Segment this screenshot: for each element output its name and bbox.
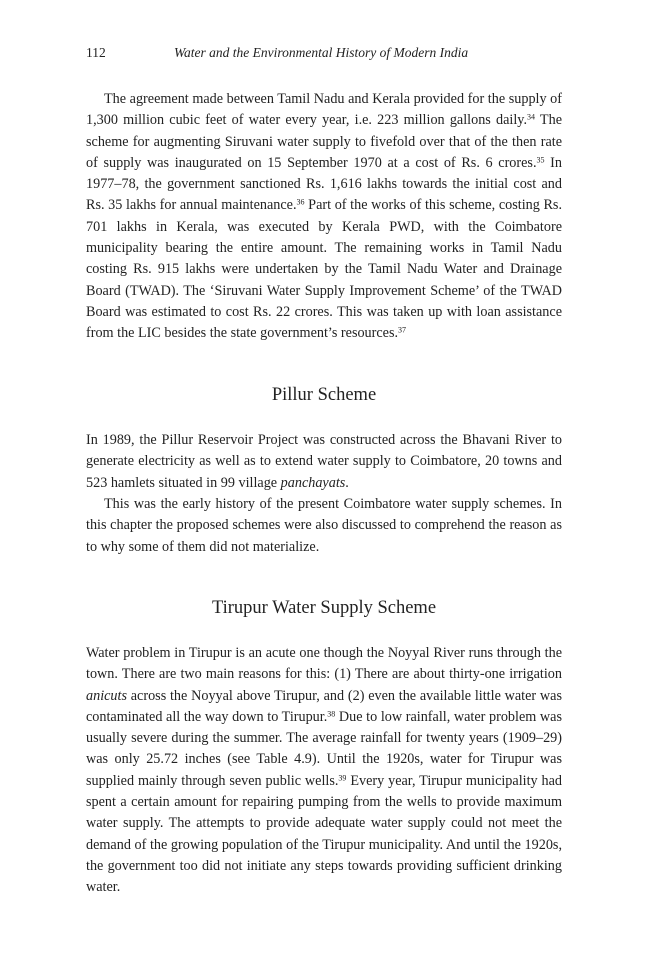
section-heading-pillur: Pillur Scheme [271,385,377,405]
footnote-ref: 39 [338,773,347,783]
text-run: In 1989, the Pillur Reservoir Project was constructed across the Bhavani River to generate electricity as well as to extend water supply to Coimbatore, 20 towns and 523 hamlets situated in 99 village [86,432,562,491]
page-number: 112 [86,45,106,60]
italic-term: panchayats [280,474,346,491]
italic-term: anicuts [86,687,127,704]
text-run: The scheme for augmenting Siruvani water supply to fivefold over that of the then rate of supply was inaugurated on 15 September 1970 at a cost of Rs. 6 crores. [86,112,562,171]
text-run: across the Noyyal above Tirupur, and (2) even the available little water was contaminated all the way down to Tirupur. [86,687,562,725]
paragraph-early-history: This was the early history of the present Coimbatore water supply schemes. In this chapter the proposed schemes were also discussed to comprehend the reason as to why some of them did not materialize. [86,496,562,555]
section-heading-tirupur: Tirupur Water Supply Scheme [211,598,437,618]
running-title: Water and the Environmental History of Modern India [174,45,469,60]
text-run: Water problem in Tirupur is an acute one though the Noyyal River runs through the town. There are two main reasons for this: (1) There are about thirty-one irrigation [86,645,562,683]
footnote-ref: 37 [398,325,407,335]
paragraph-siruvani-agreement [86,89,562,345]
running-head [86,45,564,65]
footnote-ref: 34 [527,112,535,122]
footnote-ref: 38 [327,709,336,719]
footnote-ref: 36 [296,198,305,208]
footnote-ref: 35 [536,155,545,165]
paragraph-pillur-project [86,430,562,494]
text-run: Part of the works of this scheme, costing Rs. 701 lakhs in Kerala, was executed by Kerala PWD, with the Coimbatore municipality bearing the entire amount. The remaining works in Tamil Nadu costing Rs. 915 lakhs were undertaken by the Tamil Nadu Water and Drainage Board (TWAD). The ‘Siruvani Water Supply Improvement Scheme’ of the TWAD Board was estimated to cost Rs. 22 crores. This was taken up with loan assistance from the LIC besides the state government’s resources. [86,197,563,342]
text-run: . [345,474,349,491]
text-run: Due to low rainfall, water problem was usually severe during the summer. The average rainfall for twenty years (1909–29) was only 25.72 inches (see Table 4.9). Until the 1920s, water for Tirupur was supplied mainly through seven public wells. [86,708,562,789]
text-run: Every year, Tirupur municipality had spent a certain amount for repairing pumping from the wells to provide maximum water supply. The attempts to provide adequate water supply could not meet the demand of the growing population of the Tirupur municipality. And until the 1920s, the government too did not initiate any steps towards providing sufficient drinking water. [86,772,563,896]
paragraph-tirupur-water [86,643,562,899]
text-run: In 1977–78, the government sanctioned Rs. 1,616 lakhs towards the initial cost and Rs. 35 lakhs for annual maintenance. [86,154,562,214]
text-run: The agreement made between Tamil Nadu and Kerala provided for the supply of 1,300 million cubic feet of water every year, i.e. 223 million gallons daily. [86,91,562,129]
